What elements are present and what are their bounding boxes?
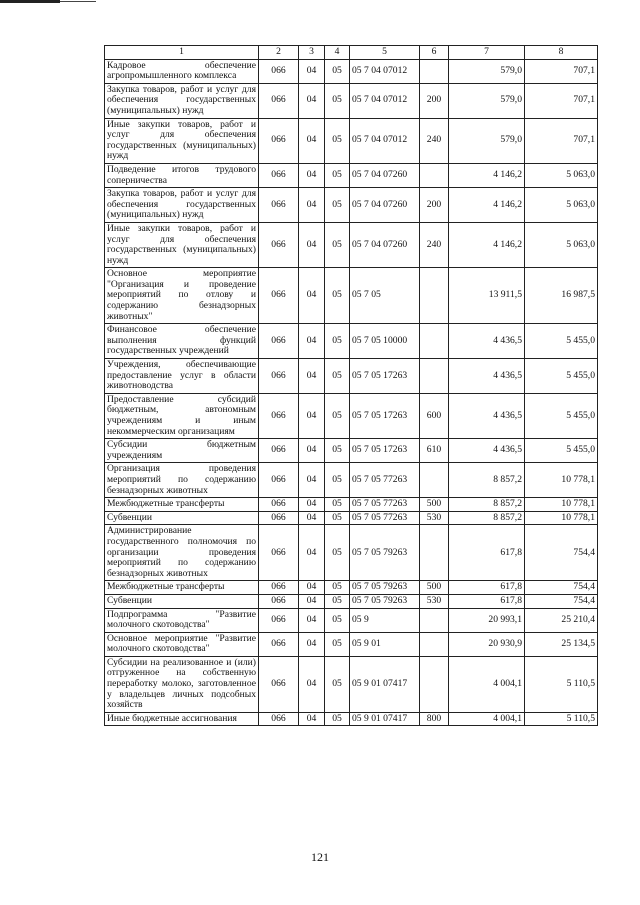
target-article-code: 05 7 04 07260 — [350, 163, 420, 187]
section-code: 04 — [299, 525, 325, 581]
expense-type-code: 530 — [420, 594, 449, 608]
target-article-code: 05 7 05 77263 — [350, 498, 420, 512]
amount-year-2: 25 134,5 — [525, 632, 598, 656]
target-article-code: 05 7 05 — [350, 268, 420, 324]
budget-table — [104, 45, 598, 726]
amount-year-2: 5 455,0 — [525, 324, 598, 359]
target-article-code: 05 9 01 — [350, 632, 420, 656]
amount-year-2: 16 987,5 — [525, 268, 598, 324]
amount-year-2: 707,1 — [525, 83, 598, 118]
subsection-code: 05 — [325, 511, 350, 525]
amount-year-1: 8 857,2 — [449, 463, 525, 498]
amount-year-1: 4 004,1 — [449, 656, 525, 712]
section-code: 04 — [299, 59, 325, 83]
subsection-code: 05 — [325, 632, 350, 656]
department-code: 066 — [259, 83, 299, 118]
section-code: 04 — [299, 594, 325, 608]
target-article-code: 05 7 05 79263 — [350, 594, 420, 608]
row-name: Предоставление субсидий бюджетным, автономным учреждениям и иным некоммерческим организациям — [105, 393, 259, 438]
subsection-code: 05 — [325, 581, 350, 595]
department-code: 066 — [259, 608, 299, 632]
subsection-code: 05 — [325, 498, 350, 512]
subsection-code: 05 — [325, 712, 350, 726]
row-name: Субсидии на реализованное и (или) отгруженное на собственную переработку молоко, заготовленное у владельцев личных подсобных хозяйств — [105, 656, 259, 712]
section-code: 04 — [299, 359, 325, 394]
amount-year-2: 5 455,0 — [525, 393, 598, 438]
row-name: Подпрограмма "Развитие молочного скотоводства" — [105, 608, 259, 632]
subsection-code: 05 — [325, 59, 350, 83]
department-code: 066 — [259, 118, 299, 163]
row-name: Администрирование государственного полномочия по организации проведения мероприятий по содержанию безнадзорных животных — [105, 525, 259, 581]
subsection-code: 05 — [325, 359, 350, 394]
amount-year-1: 20 993,1 — [449, 608, 525, 632]
table-row — [105, 498, 598, 512]
amount-year-2: 754,4 — [525, 581, 598, 595]
target-article-code: 05 9 01 07417 — [350, 712, 420, 726]
expense-type-code — [420, 525, 449, 581]
amount-year-1: 617,8 — [449, 525, 525, 581]
target-article-code: 05 7 05 17263 — [350, 393, 420, 438]
target-article-code: 05 7 05 77263 — [350, 511, 420, 525]
section-code: 04 — [299, 656, 325, 712]
expense-type-code — [420, 163, 449, 187]
section-code: 04 — [299, 498, 325, 512]
department-code: 066 — [259, 712, 299, 726]
target-article-code: 05 7 05 79263 — [350, 581, 420, 595]
section-code: 04 — [299, 222, 325, 267]
amount-year-1: 4 146,2 — [449, 163, 525, 187]
department-code: 066 — [259, 163, 299, 187]
amount-year-2: 10 778,1 — [525, 498, 598, 512]
section-code: 04 — [299, 393, 325, 438]
subsection-code: 05 — [325, 594, 350, 608]
section-code: 04 — [299, 712, 325, 726]
target-article-code: 05 7 05 10000 — [350, 324, 420, 359]
section-code: 04 — [299, 188, 325, 223]
corner-mark — [0, 0, 96, 4]
amount-year-2: 5 063,0 — [525, 163, 598, 187]
table-row — [105, 393, 598, 438]
table-row — [105, 594, 598, 608]
table-row — [105, 712, 598, 726]
expense-type-code: 530 — [420, 511, 449, 525]
table-row — [105, 359, 598, 394]
amount-year-1: 4 436,5 — [449, 393, 525, 438]
subsection-code: 05 — [325, 324, 350, 359]
target-article-code: 05 9 — [350, 608, 420, 632]
subsection-code: 05 — [325, 188, 350, 223]
row-name: Межбюджетные трансферты — [105, 581, 259, 595]
table-row — [105, 222, 598, 267]
expense-type-code: 800 — [420, 712, 449, 726]
row-name: Основное мероприятие "Развитие молочного скотоводства" — [105, 632, 259, 656]
subsection-code: 05 — [325, 656, 350, 712]
expense-type-code — [420, 359, 449, 394]
table-row — [105, 118, 598, 163]
expense-type-code: 500 — [420, 498, 449, 512]
row-name: Подведение итогов трудового соперничества — [105, 163, 259, 187]
section-code: 04 — [299, 163, 325, 187]
subsection-code: 05 — [325, 393, 350, 438]
row-name: Закупка товаров, работ и услуг для обеспечения государственных (муниципальных) нужд — [105, 188, 259, 223]
corner-mark-thick-line — [0, 0, 60, 3]
table-row — [105, 324, 598, 359]
amount-year-2: 754,4 — [525, 594, 598, 608]
amount-year-2: 10 778,1 — [525, 463, 598, 498]
amount-year-1: 617,8 — [449, 594, 525, 608]
row-name: Учреждения, обеспечивающие предоставление услуг в области животноводства — [105, 359, 259, 394]
expense-type-code — [420, 324, 449, 359]
expense-type-code — [420, 656, 449, 712]
corner-mark-thin-line — [60, 1, 96, 2]
amount-year-2: 5 110,5 — [525, 712, 598, 726]
table-body — [105, 59, 598, 726]
amount-year-1: 4 146,2 — [449, 222, 525, 267]
table-row — [105, 59, 598, 83]
expense-type-code: 240 — [420, 118, 449, 163]
target-article-code: 05 7 05 79263 — [350, 525, 420, 581]
row-name: Иные закупки товаров, работ и услуг для обеспечения государственных (муниципальных) нужд — [105, 222, 259, 267]
table-row — [105, 439, 598, 463]
section-code: 04 — [299, 439, 325, 463]
department-code: 066 — [259, 594, 299, 608]
amount-year-1: 4 004,1 — [449, 712, 525, 726]
subsection-code: 05 — [325, 118, 350, 163]
row-name: Межбюджетные трансферты — [105, 498, 259, 512]
column-header: 4 — [325, 46, 350, 60]
row-name: Закупка товаров, работ и услуг для обеспечения государственных (муниципальных) нужд — [105, 83, 259, 118]
department-code: 066 — [259, 525, 299, 581]
target-article-code: 05 9 01 07417 — [350, 656, 420, 712]
expense-type-code — [420, 632, 449, 656]
page-number: 121 — [311, 850, 329, 864]
amount-year-2: 5 063,0 — [525, 222, 598, 267]
table-row — [105, 188, 598, 223]
amount-year-2: 5 063,0 — [525, 188, 598, 223]
section-code: 04 — [299, 118, 325, 163]
section-code: 04 — [299, 581, 325, 595]
expense-type-code — [420, 268, 449, 324]
table-row — [105, 268, 598, 324]
department-code: 066 — [259, 581, 299, 595]
department-code: 066 — [259, 359, 299, 394]
table-row — [105, 581, 598, 595]
amount-year-1: 4 146,2 — [449, 188, 525, 223]
row-name: Субвенции — [105, 511, 259, 525]
table-row — [105, 163, 598, 187]
section-code: 04 — [299, 608, 325, 632]
department-code: 066 — [259, 59, 299, 83]
section-code: 04 — [299, 463, 325, 498]
target-article-code: 05 7 04 07260 — [350, 188, 420, 223]
subsection-code: 05 — [325, 268, 350, 324]
amount-year-1: 579,0 — [449, 118, 525, 163]
subsection-code: 05 — [325, 83, 350, 118]
target-article-code: 05 7 05 17263 — [350, 439, 420, 463]
table-row — [105, 511, 598, 525]
amount-year-2: 707,1 — [525, 59, 598, 83]
amount-year-1: 4 436,5 — [449, 359, 525, 394]
row-name: Субвенции — [105, 594, 259, 608]
target-article-code: 05 7 05 17263 — [350, 359, 420, 394]
table-header-row — [105, 46, 598, 60]
expense-type-code: 200 — [420, 83, 449, 118]
amount-year-2: 5 110,5 — [525, 656, 598, 712]
table-row — [105, 608, 598, 632]
department-code: 066 — [259, 656, 299, 712]
column-header: 6 — [420, 46, 449, 60]
amount-year-2: 754,4 — [525, 525, 598, 581]
amount-year-1: 579,0 — [449, 59, 525, 83]
section-code: 04 — [299, 511, 325, 525]
target-article-code: 05 7 04 07260 — [350, 222, 420, 267]
subsection-code: 05 — [325, 463, 350, 498]
amount-year-2: 5 455,0 — [525, 359, 598, 394]
amount-year-2: 5 455,0 — [525, 439, 598, 463]
department-code: 066 — [259, 222, 299, 267]
column-header: 8 — [525, 46, 598, 60]
table-row — [105, 656, 598, 712]
row-name: Кадровое обеспечение агропромышленного комплекса — [105, 59, 259, 83]
expense-type-code: 610 — [420, 439, 449, 463]
target-article-code: 05 7 05 77263 — [350, 463, 420, 498]
subsection-code: 05 — [325, 222, 350, 267]
row-name: Иные бюджетные ассигнования — [105, 712, 259, 726]
table-row — [105, 525, 598, 581]
department-code: 066 — [259, 632, 299, 656]
department-code: 066 — [259, 393, 299, 438]
expense-type-code: 600 — [420, 393, 449, 438]
column-header: 2 — [259, 46, 299, 60]
department-code: 066 — [259, 463, 299, 498]
expense-type-code — [420, 608, 449, 632]
expense-type-code: 200 — [420, 188, 449, 223]
expense-type-code — [420, 59, 449, 83]
amount-year-1: 579,0 — [449, 83, 525, 118]
department-code: 066 — [259, 324, 299, 359]
amount-year-1: 617,8 — [449, 581, 525, 595]
amount-year-1: 8 857,2 — [449, 498, 525, 512]
row-name: Организация проведения мероприятий по содержанию безнадзорных животных — [105, 463, 259, 498]
amount-year-2: 10 778,1 — [525, 511, 598, 525]
department-code: 066 — [259, 498, 299, 512]
amount-year-1: 4 436,5 — [449, 324, 525, 359]
row-name: Иные закупки товаров, работ и услуг для обеспечения государственных (муниципальных) нужд — [105, 118, 259, 163]
subsection-code: 05 — [325, 608, 350, 632]
target-article-code: 05 7 04 07012 — [350, 59, 420, 83]
row-name: Основное мероприятие "Организация и проведение мероприятий по отлову и содержанию безнадзорных животных" — [105, 268, 259, 324]
column-header: 1 — [105, 46, 259, 60]
column-header: 3 — [299, 46, 325, 60]
department-code: 066 — [259, 511, 299, 525]
section-code: 04 — [299, 324, 325, 359]
expense-type-code: 500 — [420, 581, 449, 595]
subsection-code: 05 — [325, 525, 350, 581]
expense-type-code: 240 — [420, 222, 449, 267]
department-code: 066 — [259, 268, 299, 324]
amount-year-1: 8 857,2 — [449, 511, 525, 525]
target-article-code: 05 7 04 07012 — [350, 118, 420, 163]
section-code: 04 — [299, 83, 325, 118]
subsection-code: 05 — [325, 163, 350, 187]
amount-year-1: 4 436,5 — [449, 439, 525, 463]
table-row — [105, 83, 598, 118]
amount-year-1: 13 911,5 — [449, 268, 525, 324]
column-header: 5 — [350, 46, 420, 60]
row-name: Субсидии бюджетным учреждениям — [105, 439, 259, 463]
department-code: 066 — [259, 439, 299, 463]
target-article-code: 05 7 04 07012 — [350, 83, 420, 118]
expense-type-code — [420, 463, 449, 498]
department-code: 066 — [259, 188, 299, 223]
section-code: 04 — [299, 632, 325, 656]
amount-year-2: 707,1 — [525, 118, 598, 163]
amount-year-2: 25 210,4 — [525, 608, 598, 632]
amount-year-1: 20 930,9 — [449, 632, 525, 656]
column-header: 7 — [449, 46, 525, 60]
section-code: 04 — [299, 268, 325, 324]
table-row — [105, 632, 598, 656]
table-row — [105, 463, 598, 498]
row-name: Финансовое обеспечение выполнения функций государственных учреждений — [105, 324, 259, 359]
subsection-code: 05 — [325, 439, 350, 463]
